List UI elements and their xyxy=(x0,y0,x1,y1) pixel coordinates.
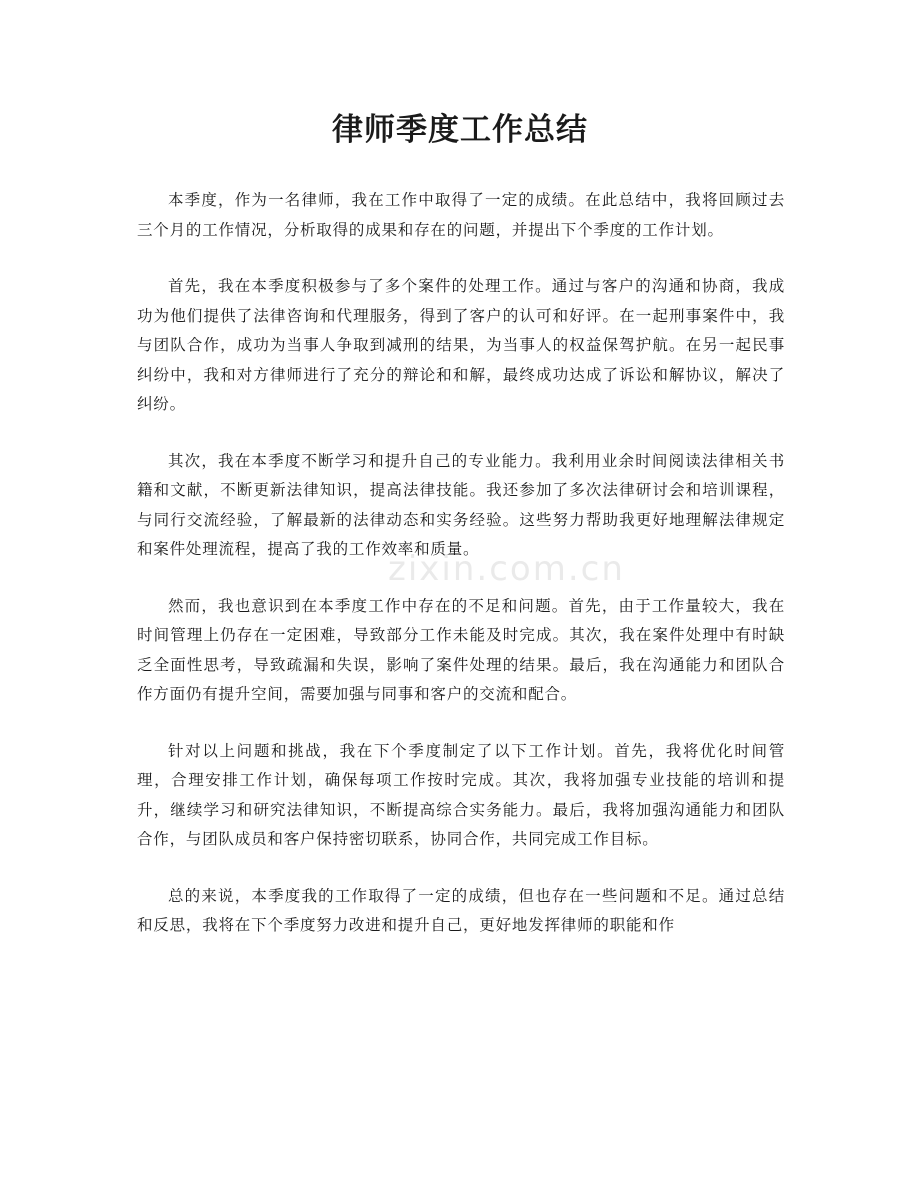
paragraph-intro: 本季度，作为一名律师，我在工作中取得了一定的成绩。在此总结中，我将回顾过去三个月的工作情况，分析取得的成果和存在的问题，并提出下个季度的工作计划。 xyxy=(137,191,785,239)
paragraph-learning: 其次，我在本季度不断学习和提升自己的专业能力。我利用业余时间阅读法律相关书籍和文献，不断更新法律知识，提高法律技能。我还参加了多次法律研讨会和培训课程，与同行交流经验，了解最新的法律动态和实务经验。这些努力帮助我更好地理解法律规定和案件处理流程，提高了我的工作效率和质量。 xyxy=(137,451,785,558)
paragraph-problems: 然而，我也意识到在本季度工作中存在的不足和问题。首先，由于工作量较大，我在时间管理上仍存在一定困难，导致部分工作未能及时完成。其次，我在案件处理中有时缺乏全面性思考，导致疏漏和失误，影响了案件处理的结果。最后，我在沟通能力和团队合作方面仍有提升空间，需要加强与同事和客户的交流和配合。 xyxy=(137,596,785,703)
paragraph-plan: 针对以上问题和挑战，我在下个季度制定了以下工作计划。首先，我将优化时间管理，合理安排工作计划，确保每项工作按时完成。其次，我将加强专业技能的培训和提升，继续学习和研究法律知识，不断提高综合实务能力。最后，我将加强沟通能力和团队合作，与团队成员和客户保持密切联系，协同合作，共同完成工作目标。 xyxy=(137,741,785,848)
document-title: 律师季度工作总结 xyxy=(332,112,588,148)
document-body xyxy=(137,186,785,968)
paragraph-cases: 首先，我在本季度积极参与了多个案件的处理工作。通过与客户的沟通和协商，我成功为他们提供了法律咨询和代理服务，得到了客户的认可和好评。在一起刑事案件中，我与团队合作，成功为当事人争取到减刑的结果，为当事人的权益保驾护航。在另一起民事纠纷中，我和对方律师进行了充分的辩论和和解，最终成功达成了诉讼和解协议，解决了纠纷。 xyxy=(137,277,785,413)
paragraph-conclusion: 总的来说，本季度我的工作取得了一定的成绩，但也存在一些问题和不足。通过总结和反思，我将在下个季度努力改进和提升自己，更好地发挥律师的职能和作 xyxy=(137,886,785,934)
watermark: zixin.com.cn xyxy=(388,549,625,589)
